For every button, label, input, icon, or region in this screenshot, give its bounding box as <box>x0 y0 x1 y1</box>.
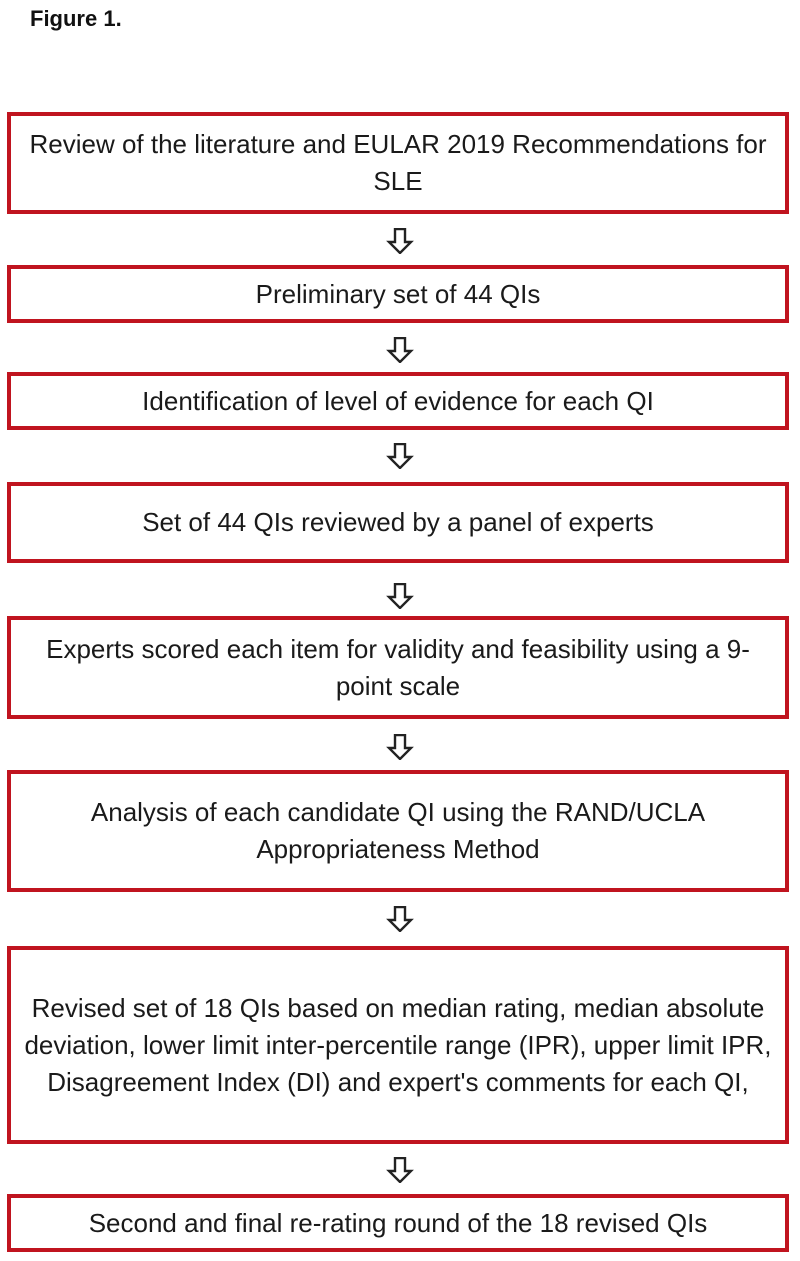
down-arrow-icon <box>386 734 414 760</box>
step-text: Preliminary set of 44 QIs <box>255 278 541 309</box>
step-box-preliminary-set <box>7 265 789 323</box>
step-box-revised-set <box>7 946 789 1144</box>
step-text: Analysis of each candidate QI using the RAND/UCLA Appropriateness Method <box>90 797 706 864</box>
down-arrow-icon <box>386 337 414 363</box>
step-box-literature-review <box>7 112 789 214</box>
down-arrow-icon <box>386 228 414 254</box>
step-box-rand-ucla-analysis <box>7 770 789 892</box>
down-arrow-icon <box>386 906 414 932</box>
step-box-expert-review <box>7 482 789 563</box>
step-text: Identification of level of evidence for each QI <box>142 385 654 416</box>
down-arrow-icon <box>386 443 414 469</box>
step-text: Review of the literature and EULAR 2019 Recommendations for SLE <box>29 129 767 196</box>
step-text: Revised set of 18 QIs based on median rating, median absolute deviation, lower limit inter-percentile range (IPR), upper limit IPR, Disagreement Index (DI) and expert's comments for each QI, <box>24 992 772 1097</box>
step-box-final-rerating <box>7 1194 789 1252</box>
step-text: Set of 44 QIs reviewed by a panel of experts <box>142 507 654 537</box>
down-arrow-icon <box>386 1157 414 1183</box>
down-arrow-icon <box>386 583 414 609</box>
step-text: Second and final re-rating round of the 18 revised QIs <box>88 1207 708 1238</box>
figure-label: Figure 1. <box>30 6 122 31</box>
step-text: Experts scored each item for validity and feasibility using a 9-point scale <box>46 633 750 701</box>
step-box-level-of-evidence <box>7 372 789 430</box>
step-box-expert-scoring <box>7 616 789 719</box>
